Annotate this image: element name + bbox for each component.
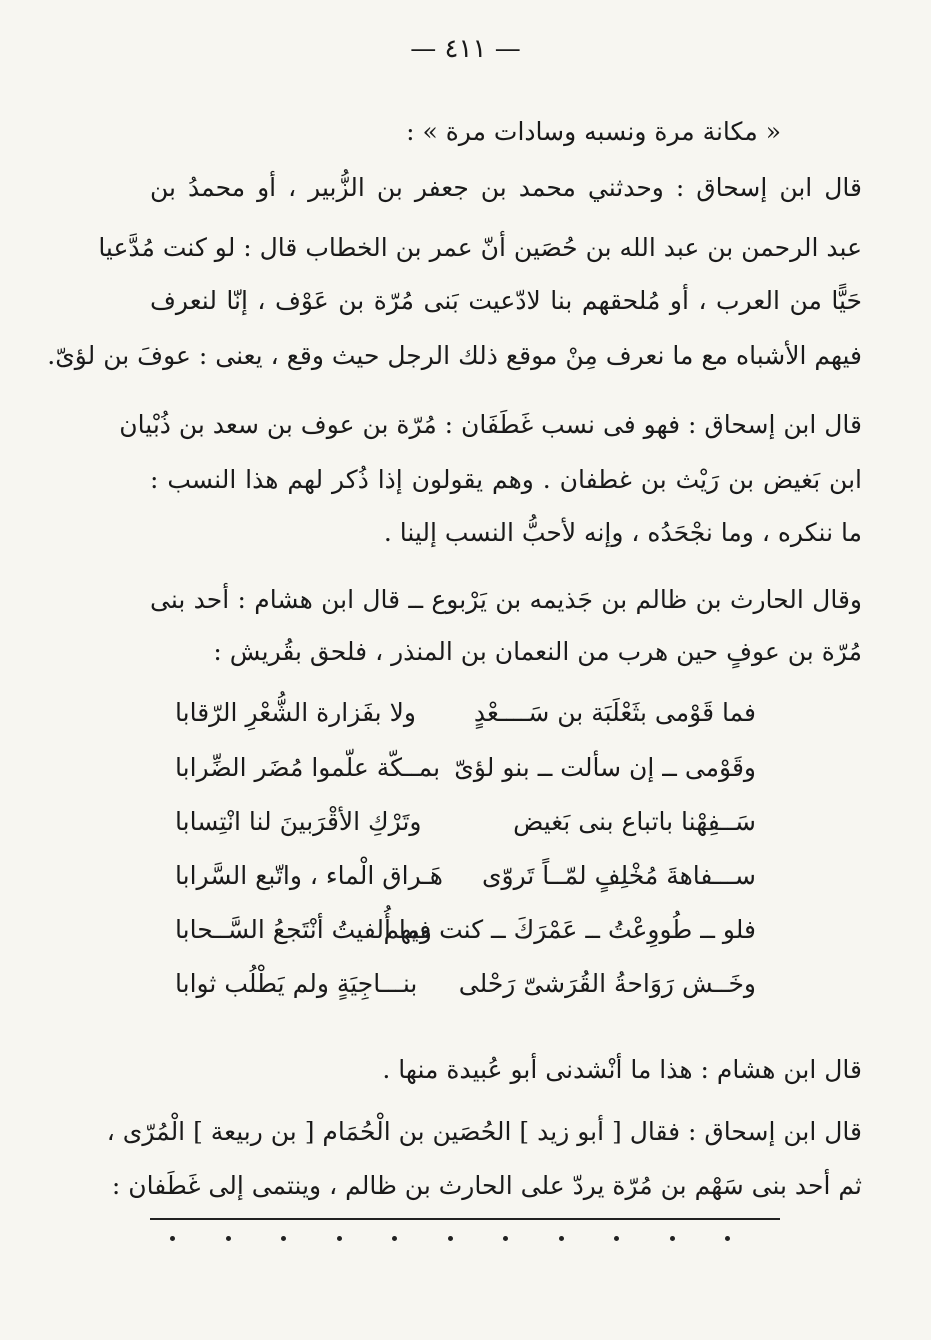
verse-1-second-hemistich: ولا بفَزارة الشُّعْرِ الرّقابا: [175, 698, 416, 727]
verse-4-second-hemistich: هَـراق الْماء ، واتّبع السَّرابا: [175, 861, 443, 890]
footnote-dot: [337, 1236, 342, 1241]
paragraph-5-line-2: ثم أحد بنى سَهْم بن مُرّة يردّ على الحارث بن ظالم ، وينتمى إلى غَطَفان :: [111, 1171, 862, 1200]
verse-1-first-hemistich: فما قَوْمى بثَعْلَبَة بن سَــــعْدٍ: [473, 698, 756, 727]
verse-4-first-hemistich: ســـفاهةَ مُخْلِفٍ لمّــاً تَروّى: [481, 861, 756, 890]
paragraph-1-line-3: حَيًّا من العرب ، أو مُلحقهم بنا لادّعيت بَنى مُرّة بن عَوْف ، إنّا لنعرف: [150, 286, 862, 315]
verse-5-first-hemistich: فلو ــ طُووِعْتُ ــ عَمْرَكَ ــ كنت فيهم: [383, 915, 756, 944]
verse-2-second-hemistich: بمــكّة علّموا مُضَر الضِّرابا: [175, 753, 441, 782]
paragraph-2-line-2: ابن بَغيض بن رَيْث بن غطفان . وهم يقولون إذا ذُكر لهم هذا النسب :: [150, 465, 862, 494]
footnote-dot: [448, 1236, 453, 1241]
verse-3-second-hemistich: وتَرْكِ الأقْرَبينَ لنا انْتِسابا: [175, 807, 422, 836]
verse-6-second-hemistich: بنـــاجِيَةٍ ولم يَطْلُب ثوابا: [175, 969, 418, 998]
verse-6-first-hemistich: وخَــش رَوَاحةُ القُرَشىّ رَحْلى: [458, 969, 756, 998]
footnote-dot: [392, 1236, 397, 1241]
paragraph-1-line-4: فيهم الأشباه مع ما نعرف مِنْ موقع ذلك الرجل حيث وقع ، يعنى : عوفَ بن لؤىّ.: [47, 341, 862, 370]
page-number: — ٤١١ —: [410, 34, 521, 64]
paragraph-1-line-2: عبد الرحمن بن عبد الله بن حُصَين أنّ عمر بن الخطاب قال : لو كنت مُدَّعيا: [98, 233, 862, 262]
footnote-rule: [150, 1218, 780, 1220]
paragraph-2-line-1: قال ابن إسحاق : فهو فى نسب غَطَفَان : مُرّة بن عوف بن سعد بن ذُبْيان: [119, 410, 862, 439]
paragraph-2-line-3: ما ننكره ، وما نجْحَدُه ، وإنه لأحبُّ النسب إلينا .: [383, 518, 862, 547]
footnote-dot: [670, 1236, 675, 1241]
footnote-dots: [170, 1236, 730, 1250]
footnote-dot: [725, 1236, 730, 1241]
footnote-dot: [559, 1236, 564, 1241]
footnote-dot: [503, 1236, 508, 1241]
section-heading: « مكانة مرة ونسبه وسادات مرة » :: [406, 117, 781, 146]
verse-3-first-hemistich: سَــفِهْنا باتباع بنى بَغيض: [513, 807, 756, 836]
paragraph-3-line-1: وقال الحارث بن ظالم بن جَذيمه بن يَرْبوع ــ قال ابن هشام : أحد بنى: [150, 585, 862, 614]
footnote-dot: [170, 1236, 175, 1241]
footnote-dot: [226, 1236, 231, 1241]
verse-5-second-hemistich: وما أُلفيتُ أنْتَجعُ السَّــحابا: [175, 915, 432, 944]
paragraph-1-line-1: قال ابن إسحاق : وحدثني محمد بن جعفر بن الزُّبير ، أو محمدُ بن: [150, 173, 862, 202]
paragraph-3-line-2: مُرّة بن عوفٍ حين هرب من النعمان بن المنذر ، فلحق بقُريش :: [213, 637, 862, 666]
verse-2-first-hemistich: وقَوْمى ــ إن سألت ــ بنو لؤىّ: [454, 753, 756, 782]
footnote-dot: [281, 1236, 286, 1241]
paragraph-4: قال ابن هشام : هذا ما أنْشدنى أبو عُبيدة منها .: [382, 1055, 862, 1084]
paragraph-5-line-1: قال ابن إسحاق : فقال [ أبو زيد ] الحُصَين بن الْحُمَام [ بن ربيعة ] الْمُرّى ،: [106, 1117, 862, 1146]
footnote-dot: [614, 1236, 619, 1241]
